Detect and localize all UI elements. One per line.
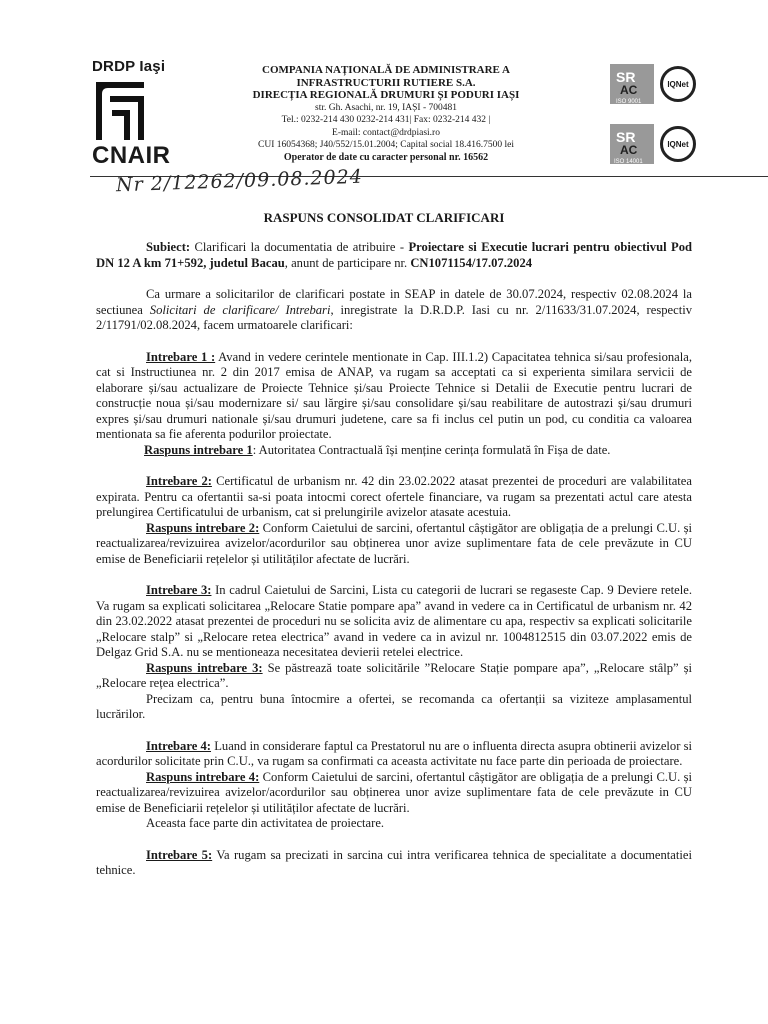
document-title: RASPUNS CONSOLIDAT CLARIFICARI — [263, 210, 505, 225]
svg-text:ISO 9001: ISO 9001 — [616, 99, 642, 105]
question-2: Intrebare 2: Certificatul de urbanism nr. 42 din 23.02.2022 atasat prezentei de proceduri are valabilitatea expirata. Pentru ca ofertantii sa-si poata intocmi corect ofertele financiare, va rugam sa prezentati actul care atesta prelungirea Certificatului de urbanism, cat si prelungirile avizelor atasate acestuia. — [96, 474, 692, 519]
company-address: str. Gh. Asachi, nr. 19, IAȘI - 700481 — [315, 102, 457, 113]
company-phone: Tel.: 0232-214 430 0232-214 431| Fax: 0232-214 432 | — [281, 115, 491, 125]
svg-text:AC: AC — [620, 143, 638, 157]
question-3: Intrebare 3: In cadrul Caietului de Sarcini, Lista cu categorii de lucrari se regaseste Cap. 9 Deviere retele. Va rugam sa explicati solicitarea „Relocare Statie pompare apa” avand in vedere ca in Certificatul de urbanism nr. 42 din 23.02.2022 atasat prezentei de proceduri nu se solicita aviz de alimentare cu apa, respectiv sa explicati solicitarile „Relocare stalp” si „Relocare retea electrica” avand in vedere ca in avizul nr. 1004812515 din 03.07.2022 emis de Delgaz Grid S.A. nu se mentioneaza necesitatea devierii retelei electrice. — [96, 583, 692, 659]
answer-4: Raspuns intrebare 4: Conform Caietului de sarcini, ofertantul câștigător are obligația de a prelungi C.U. și reactualizarea/revizuirea avizelor/acordurilor sau obținerea unor avize suplimentare fata de cele prevăzute in CU emise de Beneficiarii rețelelor și utilităților afectate de lucrări. — [96, 769, 692, 815]
answer-2: Raspuns intrebare 2: Conform Caietului de sarcini, ofertantul câștigător are obligația de a prelungi C.U. și reactualizarea/revizuirea avizelor/acordurilor sau obținerea unor avize suplimentare fata de cele prevăzute in CU emise de Beneficiarii rețelelor și utilităților afectate de lucrări. — [96, 520, 692, 566]
company-name-line2: INFRASTRUCTURII RUTIERE S.A. — [296, 76, 476, 89]
subject-label: Subiect: — [146, 240, 191, 254]
company-email: E-mail: contact@drdpiasi.ro — [332, 127, 440, 138]
answer-4-note: Aceasta face parte din activitatea de proiectare. — [146, 816, 385, 830]
logo-top-text: DRDP Iaşi — [92, 58, 166, 75]
iqnet-seal-icon: IQNet — [660, 126, 696, 162]
question-1: Intrebare 1 : Avand in vedere cerintele mentionate in Cap. III.1.2) Capacitatea tehnica si/sau profesionala, cat si Instructiunea nr. 2 din 2017 emisa de ANAP, va rugam sa acceptati ca si experienta similara servicii de elaborare și/sau actualizare de Proiecte Tehnice și/sau Proiecte Tehnice si Detalii de Executie pentru lucrari de construcție noua și/sau modernizare si/ sau lărgire și/sau consolidare și/sau reabilitare de autostrazi și/sau drumuri expres și/sau drumuri nationale și/sau drumuri judetene, care sa fi inclus cel putin un pod, cu conditia ca valoarea mentionata sa fie aferenta podurilor proiectate. — [96, 349, 692, 441]
company-name-line1: COMPANIA NAȚIONALĂ DE ADMINISTRARE A — [262, 64, 510, 76]
intro-paragraph: Ca urmare a solicitarilor de clarificari postate in SEAP in datele de 30.07.2024, respectiv 02.08.2024 la sectiunea Solicitari de clarificare/ Intrebari, inregistrate la D.R.D.P. Iasi cu nr. 2/11633/31.07.2024, respectiv 2/11791/02.08.2024, facem urmatoarele clarificari: — [96, 287, 692, 332]
srac-iso9001-logo-icon — [608, 62, 656, 106]
answer-3-note: Precizam ca, pentru buna întocmire a ofertei, se recomanda ca ofertanții sa viziteze amplasamentul lucrărilor. — [96, 691, 692, 721]
company-name-line3: DIRECȚIA REGIONALĂ DRUMURI ȘI PODURI IAȘI — [252, 89, 520, 101]
drdp-logo — [92, 58, 182, 169]
svg-text:AC: AC — [620, 83, 638, 97]
svg-text:SR: SR — [616, 69, 636, 85]
logo-bottom-text: CNAIR — [92, 142, 171, 169]
data-operator-line: Operator de date cu caracter personal nr. 16562 — [283, 151, 489, 163]
cnair-emblem-icon — [94, 80, 148, 142]
letterhead — [236, 64, 536, 164]
registration-number: Nr 2/12262/09.08.2024 — [115, 165, 364, 197]
company-cui: CUI 16054368; J40/552/15.01.2004; Capital social 18.416.7500 lei — [258, 140, 514, 150]
question-4: Intrebare 4: Luand in considerare faptul ca Prestatorul nu are o influenta directa asupra obtinerii avizelor si acordurilor solicitate prin C.U., va rugam sa confirmati ca aceasta activitate nu face parte din perioada de proiectare. — [96, 738, 693, 768]
answer-3: Raspuns intrebare 3: Se păstrează toate solicitările ”Relocare Stație pompare apa”, „Relocare stâlp” și „Relocare rețea electrica”. — [96, 660, 692, 690]
question-5: Intrebare 5: Va rugam sa precizati in sarcina cui intra verificarea tehnica de specialitate a documentatiei tehnice. — [96, 847, 692, 877]
subject-paragraph: Subiect: Clarificari la documentatia de atribuire - Proiectare si Executie lucrari pentru obiectivul Pod DN 12 A km 71+592, judetul Bacau, anunt de participare nr. CN1071154/17.07.2024 — [96, 240, 692, 270]
svg-text:SR: SR — [616, 129, 636, 145]
srac-iso14001-logo-icon — [608, 122, 656, 166]
svg-text:ISO 14001: ISO 14001 — [614, 159, 643, 165]
answer-1: Raspuns intrebare 1: Autoritatea Contractuală își menține cerința formulată în Fișa de date. — [144, 442, 611, 457]
document-body — [96, 240, 692, 879]
iqnet-seal-icon: IQNet — [660, 66, 696, 102]
